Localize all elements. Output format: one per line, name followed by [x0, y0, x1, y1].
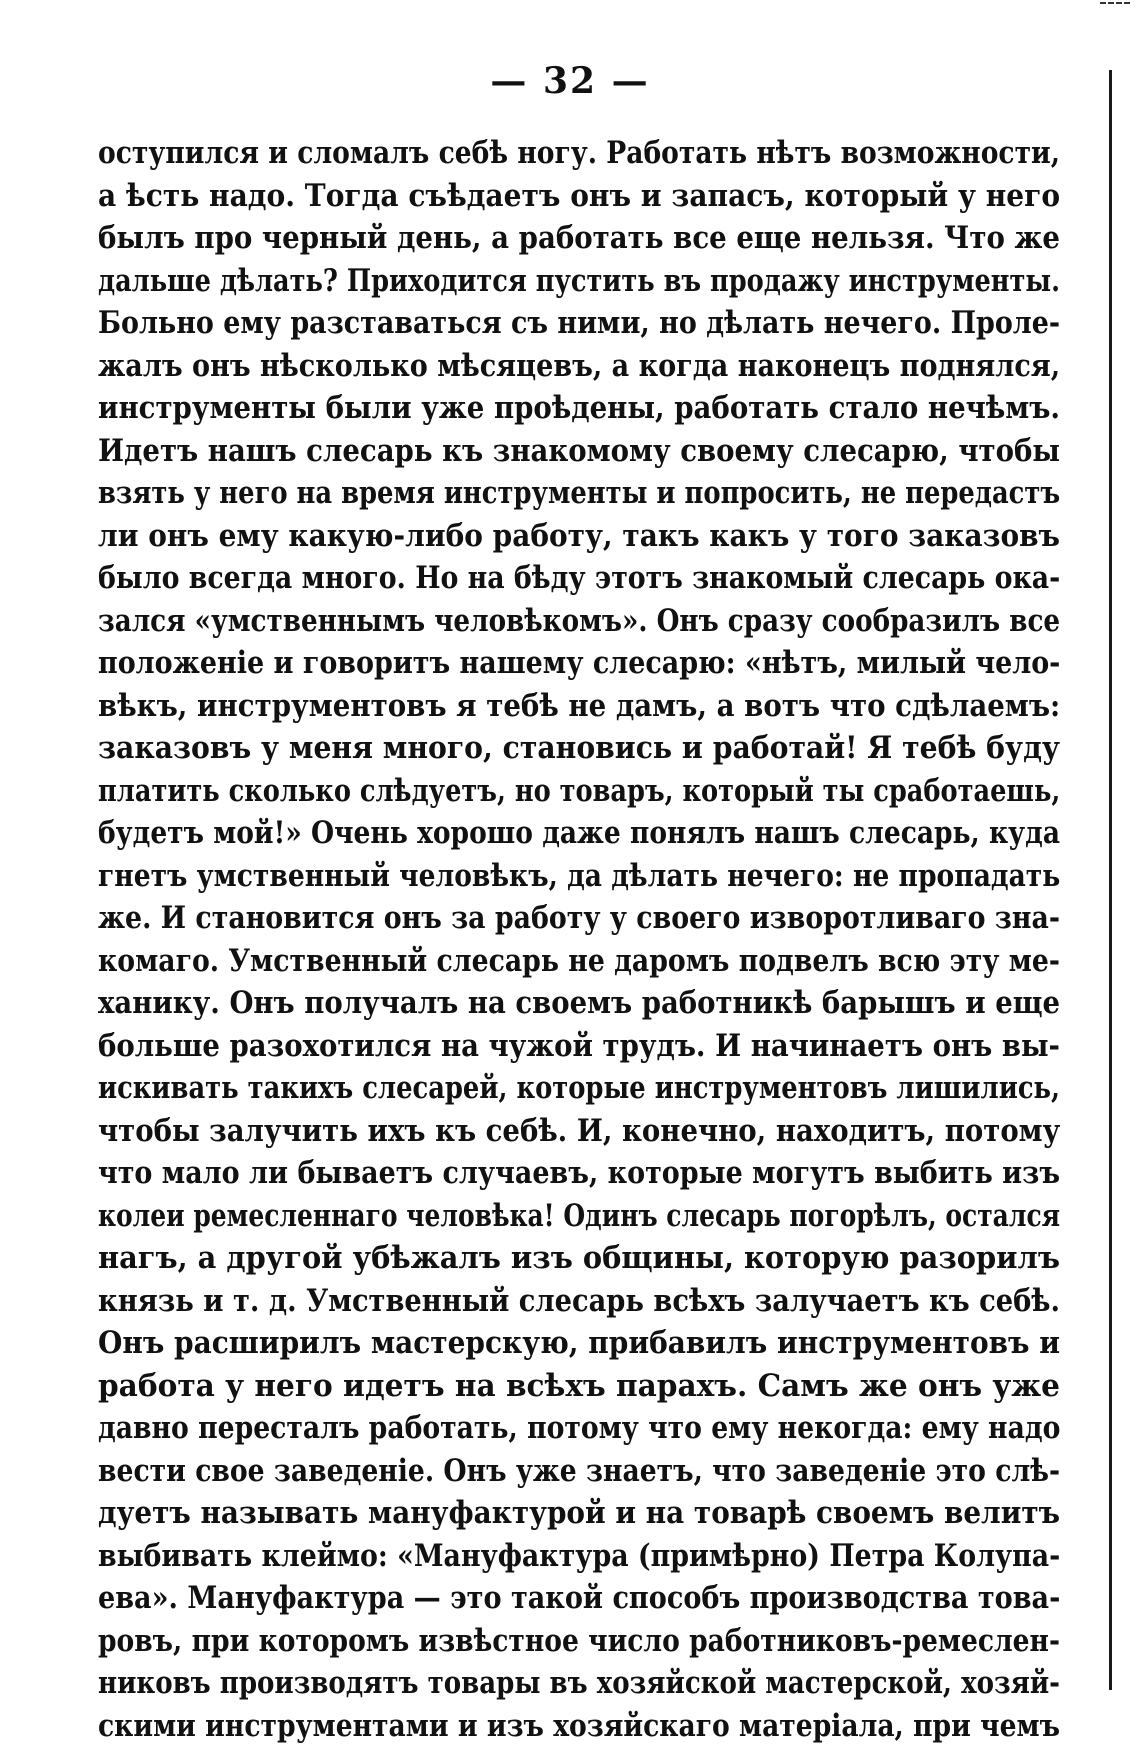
text-line: колеи ремесленнаго человѣка! Одинъ слесарь погорѣлъ, остался	[98, 1195, 1060, 1238]
text-line: вѣкъ, инструментовъ я тебѣ не дамъ, а вотъ что сдѣлаемъ:	[98, 685, 1060, 728]
text-line: нагъ, а другой убѣжалъ изъ общины, которую разорилъ	[98, 1237, 1060, 1280]
text-line: инструменты были уже проѣдены, работать стало нечѣмъ.	[98, 387, 1060, 430]
text-line: взять у него на время инструменты и попросить, не передастъ	[98, 472, 1060, 515]
text-line: что мало ли бываетъ случаевъ, которые могутъ выбить изъ	[98, 1152, 1060, 1195]
text-line: ханику. Онъ получалъ на своемъ работникѣ барышъ и еще	[98, 982, 1060, 1025]
text-line: вести свое заведеніе. Онъ уже знаетъ, что заведеніе это слѣ-	[98, 1450, 1060, 1493]
text-line: чтобы залучить ихъ къ себѣ. И, конечно, находитъ, потому	[98, 1110, 1060, 1153]
text-line: больше разохотился на чужой трудъ. И начинаетъ онъ вы-	[98, 1025, 1060, 1068]
text-line: скими инструментами и изъ хозяйскаго матеріала, при чемъ	[98, 1705, 1060, 1747]
text-line: былъ про черный день, а работать все еще нельзя. Что же	[98, 217, 1060, 260]
text-line: дальше дѣлать? Приходится пустить въ продажу инструменты.	[98, 260, 1060, 303]
text-line: искивать такихъ слесарей, которые инструментовъ лишились,	[98, 1067, 1060, 1110]
text-line: князь и т. д. Умственный слесарь всѣхъ залучаетъ къ себѣ.	[98, 1280, 1060, 1323]
text-line: же. И становится онъ за работу у своего изворотливаго зна-	[98, 897, 1060, 940]
text-line: дуетъ называть мануфактурой и на товарѣ своемъ велитъ	[98, 1492, 1060, 1535]
text-line: ева». Мануфактура — это такой способъ производства това-	[98, 1577, 1060, 1620]
text-line: давно пересталъ работать, потому что ему некогда: ему надо	[98, 1407, 1060, 1450]
page-number: — 32 —	[0, 60, 1140, 102]
text-line: Больно ему разставаться съ ними, но дѣлать нечего. Проле-	[98, 302, 1060, 345]
page-edge-line	[1109, 70, 1112, 1690]
text-line: жалъ онъ нѣсколько мѣсяцевъ, а когда наконецъ поднялся,	[98, 345, 1060, 388]
text-line: никовъ производятъ товары въ хозяйской мастерской, хозяй-	[98, 1662, 1060, 1705]
text-line: было всегда много. Но на бѣду этотъ знакомый слесарь ока-	[98, 557, 1060, 600]
text-line: заказовъ у меня много, становись и работай! Я тебѣ буду	[98, 727, 1060, 770]
text-line: гнетъ умственный человѣкъ, да дѣлать нечего: не пропадать	[98, 855, 1060, 898]
text-line: выбивать клеймо: «Мануфактура (примѣрно) Петра Колупа-	[98, 1535, 1060, 1578]
text-line: оступился и сломалъ себѣ ногу. Работать нѣтъ возможности,	[98, 132, 1060, 175]
text-line: ли онъ ему какую-либо работу, такъ какъ у того заказовъ	[98, 515, 1060, 558]
text-line: будетъ мой!» Очень хорошо даже понялъ нашъ слесарь, куда	[98, 812, 1060, 855]
text-line: работа у него идетъ на всѣхъ парахъ. Самъ же онъ уже	[98, 1365, 1060, 1408]
corner-mark	[1100, 2, 1130, 8]
text-line: ровъ, при которомъ извѣстное число работниковъ-ремеслен-	[98, 1620, 1060, 1663]
text-line: комаго. Умственный слесарь не даромъ подвелъ всю эту ме-	[98, 940, 1060, 983]
text-line: Онъ расширилъ мастерскую, прибавилъ инструментовъ и	[98, 1322, 1060, 1365]
body-text	[98, 132, 1060, 1747]
text-line: Идетъ нашъ слесарь къ знакомому своему слесарю, чтобы	[98, 430, 1060, 473]
text-line: положеніе и говоритъ нашему слесарю: «нѣтъ, милый чело-	[98, 642, 1060, 685]
text-line: платить сколько слѣдуетъ, но товаръ, который ты сработаешь,	[98, 770, 1060, 813]
text-line: зался «умственнымъ человѣкомъ». Онъ сразу сообразилъ все	[98, 600, 1060, 643]
text-line: а ѣсть надо. Тогда съѣдаетъ онъ и запасъ, который у него	[98, 175, 1060, 218]
